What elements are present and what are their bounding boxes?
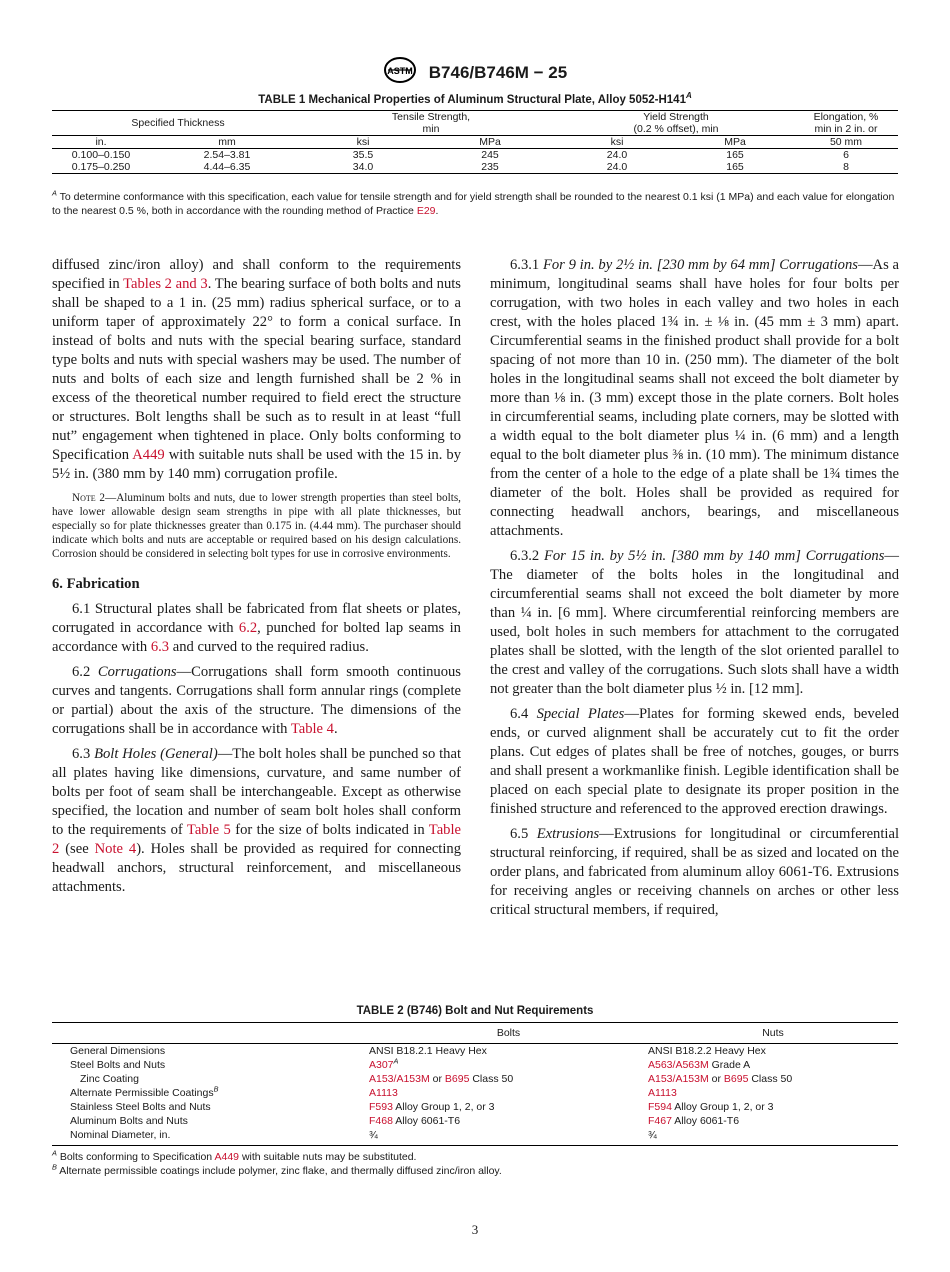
paragraph-6-5: 6.5 Extrusions—Extrusions for longitudinal or circumferential structural reinforcing, if required, shall be as sized and located on the order plans, and fabricated from aluminum alloy 6061-T6. Extrusions for receiving angles or receiving channels on arches or other less critical structural members, if required,: [490, 826, 899, 918]
header-tensile: Tensile Strength,: [304, 111, 558, 124]
right-column: [490, 256, 899, 920]
standard-designation: B746/B746M − 25: [428, 62, 568, 82]
link-a153[interactable]: A153/A153M: [369, 1073, 430, 1085]
link-a1113[interactable]: A1113: [648, 1087, 677, 1099]
table1-title: TABLE 1 Mechanical Properties of Aluminum Structural Plate, Alloy $5052-H141^A$: [258, 91, 692, 106]
astm-logo-icon: [383, 56, 417, 89]
table-row: Aluminum Bolts and Nuts F468 Alloy 6061-T6 F467 Alloy 6061-T6: [70, 1115, 740, 1127]
paragraph-bolts-nuts: diffused zinc/iron alloy) and shall conform to the requirements specified in Tables 2 and 3. The bearing surface of both bolts and nuts shall be shaped to a 1 in. (25 mm) radius spherical surface, or to a uniform taper of approximately 22° to form a conical surface. In instead of bolts and nuts with the special bearing surface, standard type bolts and nuts with special washers may be used. The number of nuts and bolts of each size and length furnished shall be 2 % in excess of the theoretical number required to field erect the structure or structures. Bolt lengths shall be such as to result in at least “full nut” engagement when tightened in place. Only bolts conforming to Specification A449 with suitable nuts shall be used with the 15 in. by 5½ in. (380 mm by 140 mm) corrugation profile.: [52, 257, 461, 482]
footnote-b: $^B$ Alternate permissible coatings include polymer, zinc flake, and thermally diffused zinc/iron alloy.: [52, 1162, 502, 1177]
header-nuts: Nuts: [648, 1023, 898, 1044]
link-a1113[interactable]: A1113: [369, 1087, 398, 1099]
link-a563[interactable]: A563/A563M: [648, 1059, 709, 1071]
table-row: 0.175–0.250 4.44–6.35 34.0 235 24.0 165 8: [52, 161, 898, 174]
link-6-3[interactable]: 6.3: [150, 639, 170, 655]
link-b695[interactable]: B695: [723, 1073, 749, 1085]
paragraph-6-2: 6.2 Corrugations—Corrugations shall form smooth continuous curves and tangents. Corrugations shall form annular rings (complete or partial) about the axis of the structure. The dimensions of the corrugations shall be in accordance with Table 4.: [52, 664, 461, 737]
table2-title: TABLE 2 (B746) Bolt and Nut Requirements: [356, 1005, 594, 1017]
paragraph-6-3-2: 6.3.2 For 15 in. by 5½ in. [380 mm by 140 mm] Corrugations—The diameter of the bolts holes in the longitudinal and circumferential seams shall not exceed the bolt diameter by more than ¼ in. [6 mm]. Where circumferential reinforcing members are used, bolt holes in such members for attachment to the corrugated plates shall be slotted, with the length of the slot oriented parallel to the crest and valley of the corrugations. Such slots shall have a width not greater than the bolt diameter plus ½ in. [12 mm].: [490, 548, 899, 697]
page-number: 3: [471, 1222, 479, 1237]
table1: Specified Thickness Tensile Strength, Yield Strength Elongation, % min (0.2 % offset), min min in 2 in. or in. mm ksi MPa ksi MPa 50 mm 0.100–0.150 2.54–3.81 35.5 245 24.0 165 6 0.175–0.250 4.44–6.35 34.0 235 24.0 165 8: [52, 110, 898, 174]
link-a307[interactable]: A307: [369, 1059, 394, 1071]
table-row: 0.100–0.150 2.54–3.81 35.5 245 24.0 165 6: [52, 149, 898, 162]
paragraph-6-4: 6.4 Special Plates—Plates for forming skewed ends, beveled ends, or curved alignment shall be accurately cut to fit the order plans. Cut edges of plates shall be free of notches, gouges, or burrs and shall present a workmanlike finish. Legible identification shall be placed on each special plate to designate its proper position in the finished structure and referenced to the approved erection drawings.: [490, 706, 899, 817]
header-yield: Yield Strength: [558, 111, 794, 124]
table2-footnotes: [52, 1150, 898, 1178]
note-2: Note 2—Aluminum bolts and nuts, due to lower strength properties than steel bolts, have lower allowable design seam strengths in pipe with all plate thicknesses, but especially so for plate thicknesses greater than 0.175 in. (4.44 mm). The purchaser should indicate which bolts and nuts are acceptable or required based on his design calculations. Corrosion should be considered in selecting bolt types for use in corrosive environments.: [52, 492, 461, 560]
table2: [52, 1022, 898, 1146]
link-e29[interactable]: E29: [416, 205, 436, 217]
link-f467[interactable]: F467: [648, 1115, 672, 1127]
link-b695[interactable]: B695: [444, 1073, 470, 1085]
link-f593[interactable]: F593: [369, 1101, 393, 1113]
table-row: General Dimensions ANSI B18.2.1 Heavy Hex ANSI B18.2.2 Heavy Hex: [70, 1045, 766, 1057]
link-a449[interactable]: A449: [214, 1151, 240, 1163]
header-elongation: Elongation, %: [794, 111, 898, 124]
link-a449[interactable]: A449: [132, 447, 165, 463]
link-table-5[interactable]: Table 5: [186, 822, 231, 838]
link-table-4[interactable]: Table 4: [290, 721, 334, 737]
header-bolts: Bolts: [369, 1023, 648, 1044]
footnote-a: $^A$ Bolts conforming to Specification A449 with suitable nuts may be substituted.: [52, 1148, 417, 1163]
link-note-4[interactable]: Note 4: [94, 841, 137, 857]
table-row: Stainless Steel Bolts and Nuts F593 Alloy Group 1, 2, or 3 F594 Alloy Group 1, 2, or 3: [70, 1101, 774, 1113]
table-row: Zinc Coating A153/A153M or B695 Class 50 A153/A153M or B695 Class 50: [80, 1073, 793, 1085]
header-specified-thickness: Specified Thickness: [52, 111, 304, 136]
link-f468[interactable]: F468: [369, 1115, 393, 1127]
paragraph-6-3: 6.3 Bolt Holes (General)—The bolt holes shall be punched so that all plates having like dimensions, curvature, and same number of bolts per foot of seam shall be interchangeable. Except as otherwise specified, the location and number of seam bolt holes shall conform to the requirements of Table 5 for the size of bolts indicated in Table 2 (see Note 4). Holes shall be provided as required for connecting headwall anchors, structural reinforcement, and miscellaneous attachments.: [52, 746, 461, 895]
link-table-2[interactable]: Table 2: [52, 822, 461, 857]
link-tables-2-3[interactable]: Tables 2 and 3: [123, 276, 208, 292]
link-a153[interactable]: A153/A153M: [648, 1073, 709, 1085]
table-row: Steel Bolts and Nuts $A307^A$ A563/A563M Grade A: [70, 1056, 751, 1071]
svg-text:ASTM: ASTM: [387, 66, 413, 76]
paragraph-6-3-1: 6.3.1 For 9 in. by 2½ in. [230 mm by 64 mm] Corrugations—As a minimum, longitudinal seams shall have holes for four bolts per corrugation, with two holes in each valley and two holes in each crest, with the holes placed 1¾ in. ± ⅛ in. (45 mm ± 3 mm) apart. Circumferential seams in the finished product shall provide for a bolt spacing of not more than 10 in. (250 mm). The diameter of the bolt holes in the longitudinal seams shall not exceed the bolt diameter by more than ⅛ in. (3 mm) except those in the plate corners. Bolt holes in circumferential seams, including plate corners, may be slotted with a width equal to the bolt diameter plus ¼ in. (6 mm) and a length equal to the bolt diameter plus ⅜ in. (10 mm). The minimum distance from the center of a hole to the edge of a plate shall be 1¾ times the diameter of the bolt. Holes shall be provided as required for connecting headwall anchors, bearings, and miscellaneous attachments.: [490, 257, 899, 539]
link-6-2[interactable]: 6.2: [238, 620, 258, 636]
section-heading-fabrication: 6. Fabrication: [52, 576, 140, 592]
link-f594[interactable]: F594: [648, 1101, 672, 1113]
table1-footnote: $^A$ To determine conformance with this specification, each value for tensile strength and for yield strength shall be rounded to the nearest 0.1 ksi (1 MPa) and each value for elongation to the nearest 0.5 %, both in accordance with the rounding method of Practice E29.: [52, 188, 895, 217]
table-row: Nominal Diameter, in. ¾ ¾: [52, 1128, 898, 1146]
table-row: Alternate Permissible Coatings$^B$ A1113 A1113: [70, 1084, 677, 1099]
page-header: [0, 56, 950, 89]
paragraph-6-1: 6.1 Structural plates shall be fabricated from flat sheets or plates, corrugated in accordance with 6.2, punched for bolted lap seams in accordance with 6.3 and curved to the required radius.: [52, 601, 461, 655]
left-column: [52, 256, 461, 897]
